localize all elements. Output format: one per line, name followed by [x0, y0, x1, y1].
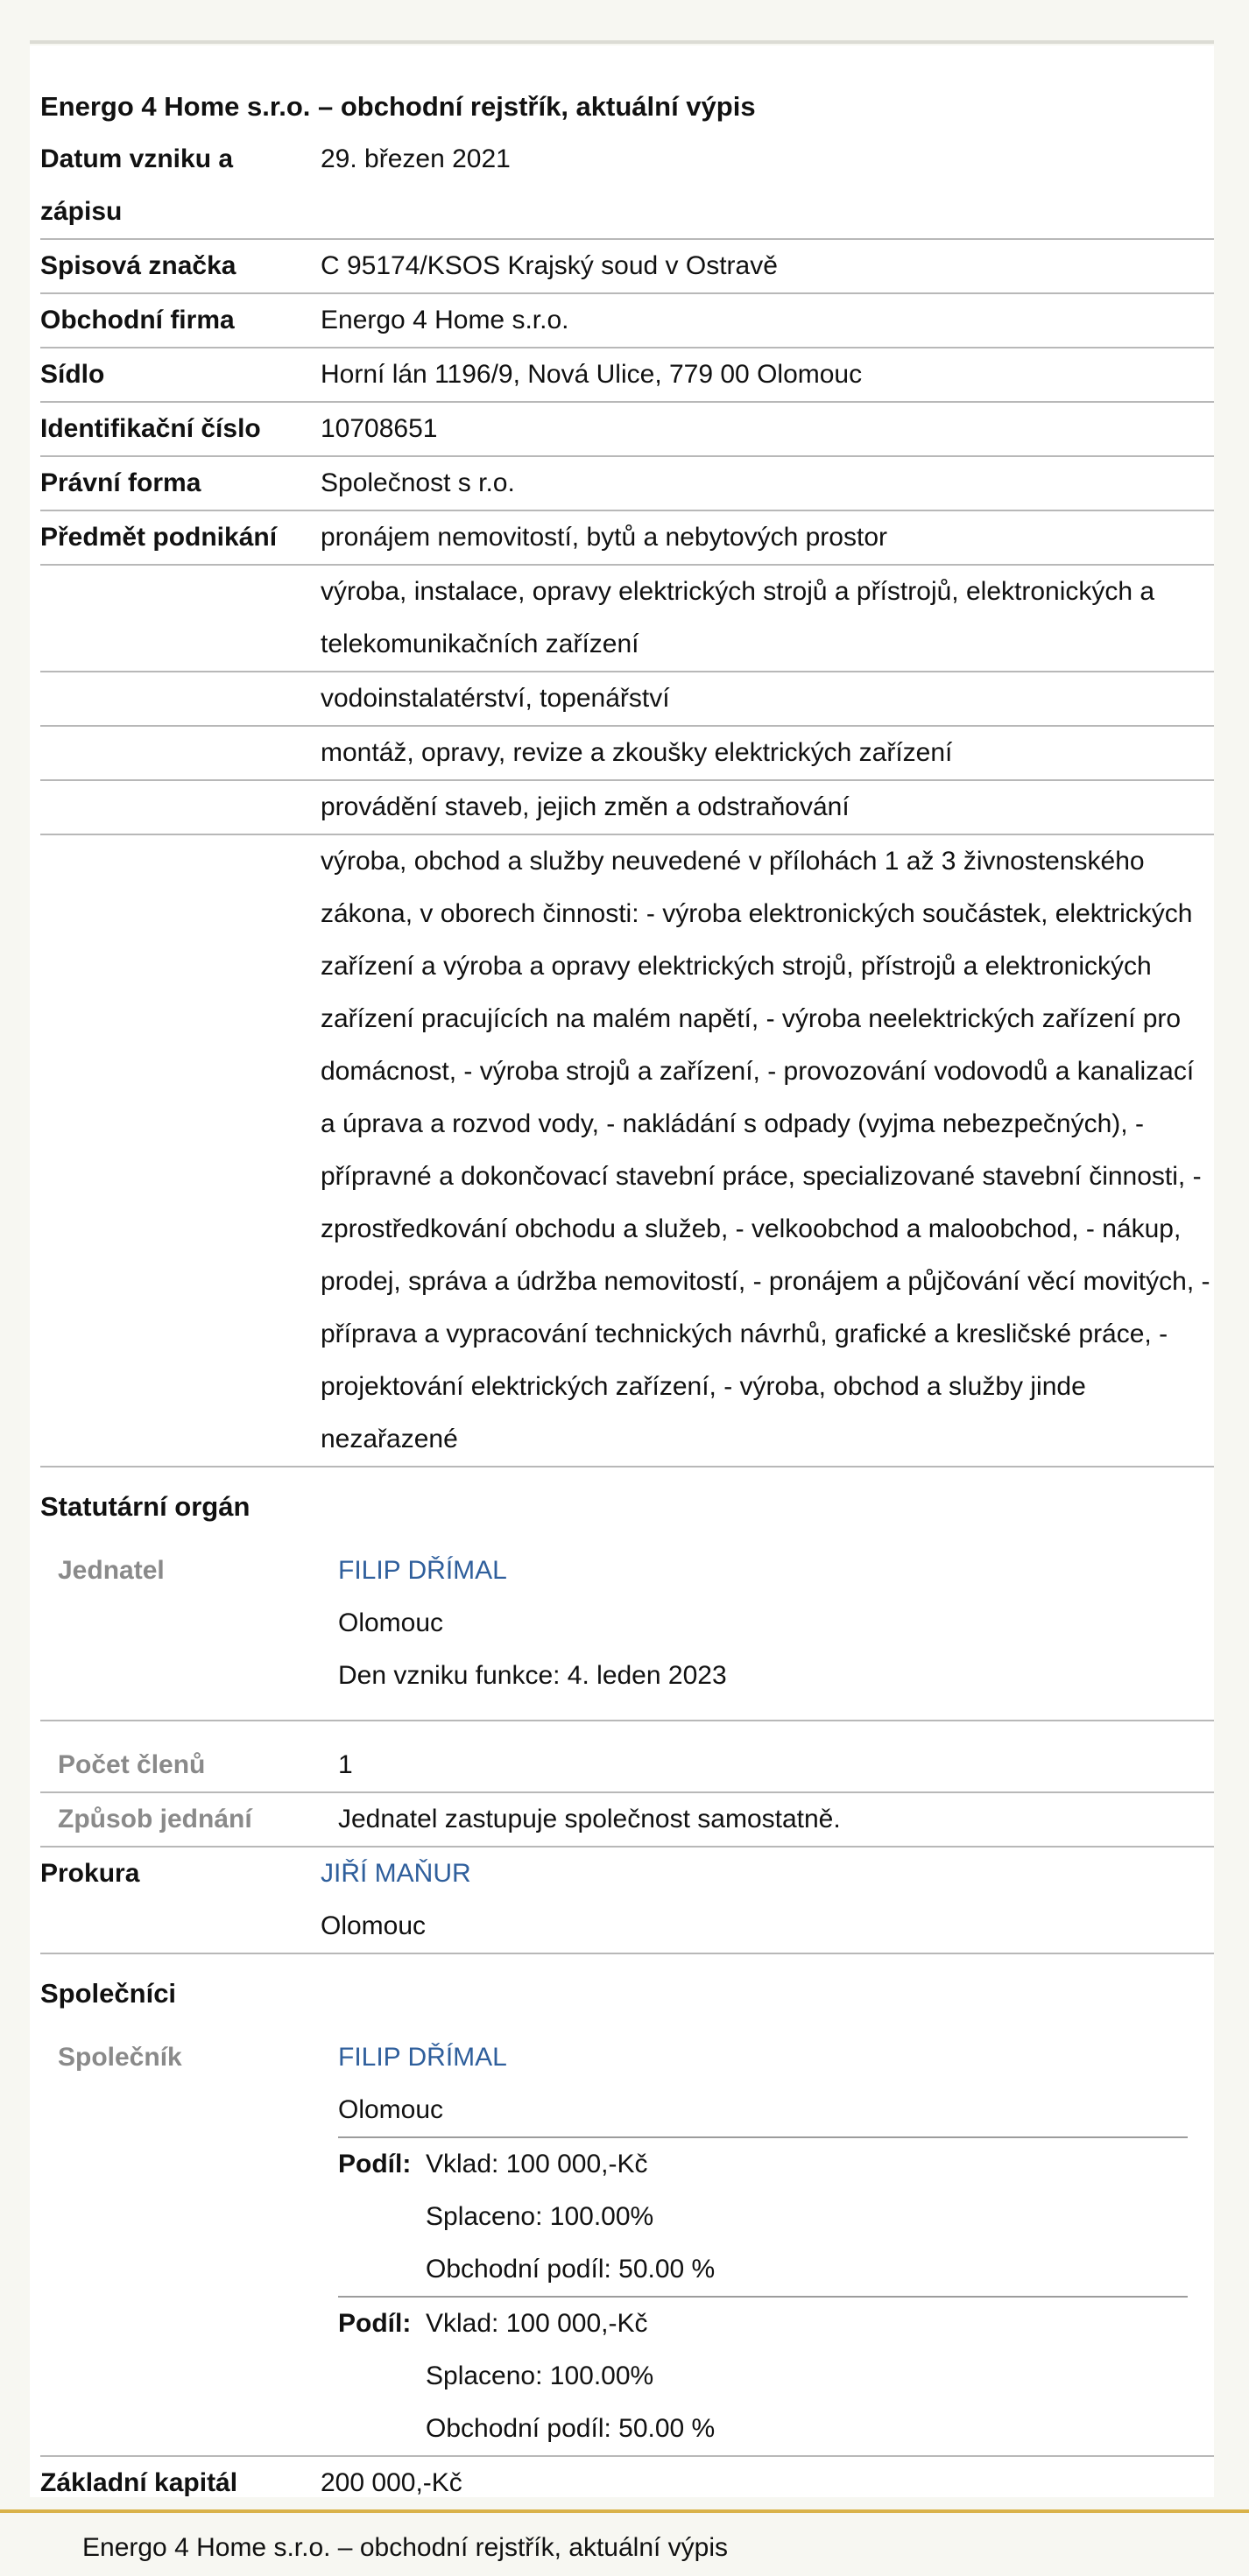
- value-pocet-clenu: 1: [338, 1750, 353, 1779]
- value-datum-vzniku: 29. březen 2021: [321, 144, 511, 173]
- share-splaceno: Splaceno: 100.00%: [426, 2202, 654, 2231]
- jednatel-city: Olomouc: [338, 1608, 444, 1637]
- label-pocet-clenu: Počet členů: [58, 1750, 206, 1779]
- row-prokura: [40, 1848, 1214, 1954]
- predmet-row: [40, 566, 1214, 672]
- row-jednatel: [40, 1545, 1214, 1721]
- label-zakladni-kapital: Základní kapitál: [40, 2468, 238, 2497]
- value-zakladni-kapital: 200 000,-Kč: [321, 2468, 462, 2497]
- label-ico: Identifikační číslo: [40, 414, 261, 443]
- footer-rule: [0, 2509, 1249, 2513]
- predmet-row: [40, 672, 1214, 727]
- label-sidlo: Sídlo: [40, 360, 105, 389]
- predmet-item: vodoinstalatérství, topenářství: [321, 684, 670, 713]
- share-vklad: Vklad: 100 000,-Kč: [426, 2150, 648, 2178]
- value-zpusob-jednani: Jednatel zastupuje společnost samostatně.: [338, 1805, 841, 1833]
- row-zpusob-jednani: [40, 1793, 1214, 1848]
- predmet-row: [40, 727, 1214, 781]
- predmet-item: pronájem nemovitostí, bytů a nebytových prostor: [321, 523, 887, 552]
- jednatel-details: [338, 1545, 1214, 1720]
- row-spisova-znacka: [40, 240, 1214, 294]
- share-splaceno: Splaceno: 100.00%: [426, 2361, 654, 2390]
- share-vklad: Vklad: 100 000,-Kč: [426, 2309, 648, 2338]
- prokura-city: Olomouc: [321, 1911, 427, 1940]
- page-title: Energo 4 Home s.r.o. – obchodní rejstřík, aktuální výpis: [40, 91, 756, 122]
- statutarni-organ-heading: Statutární orgán: [40, 1491, 251, 1522]
- predmet-row: [40, 781, 1214, 835]
- predmet-item: montáž, opravy, revize a zkoušky elektrických zařízení: [321, 738, 953, 767]
- label-jednatel: Jednatel: [58, 1556, 165, 1585]
- predmet-item: výroba, instalace, opravy elektrických strojů a přístrojů, elektronických a telekomunikačních zařízení: [321, 577, 1155, 658]
- footer-text: Energo 4 Home s.r.o. – obchodní rejstřík, aktuální výpis: [82, 2533, 729, 2562]
- spolecnici-heading: Společníci: [40, 1978, 177, 2009]
- value-obchodni-firma: Energo 4 Home s.r.o.: [321, 306, 569, 334]
- value-spisova-znacka: C 95174/KSOS Krajský soud v Ostravě: [321, 251, 778, 280]
- spacer: [338, 1702, 1214, 1720]
- label-pravni-forma: Právní forma: [40, 468, 201, 497]
- predmet-row: [40, 835, 1214, 1467]
- share-block: [338, 2136, 1188, 2296]
- extract-content: [40, 81, 1214, 2511]
- label-obchodni-firma: Obchodní firma: [40, 306, 235, 334]
- label-prokura: Prokura: [40, 1859, 140, 1888]
- label-predmet-podnikani: Předmět podnikání: [40, 523, 278, 552]
- row-zakladni-kapital: [40, 2455, 1214, 2511]
- share-values: [426, 2138, 1188, 2296]
- row-spolecnik: [40, 2031, 1214, 2455]
- row-obchodni-firma: [40, 294, 1214, 348]
- extract-card: [30, 46, 1214, 2497]
- label-spisova-znacka: Spisová značka: [40, 251, 236, 280]
- spolecnik-details: [338, 2031, 1214, 2455]
- label-spolecnik: Společník: [58, 2043, 182, 2072]
- share-podil: Obchodní podíl: 50.00 %: [426, 2414, 716, 2443]
- jednatel-name-link[interactable]: FILIP DŘÍMAL: [338, 1556, 507, 1585]
- label-datum-line1: Datum vzniku a: [40, 144, 234, 173]
- row-pravni-forma: [40, 457, 1214, 511]
- share-label: Podíl:: [338, 2309, 412, 2338]
- label-datum-line2: zápisu: [40, 197, 123, 226]
- value-pravni-forma: Společnost s r.o.: [321, 468, 515, 497]
- label-zpusob-jednani: Způsob jednání: [58, 1805, 252, 1833]
- spolecnik-name-link[interactable]: FILIP DŘÍMAL: [338, 2043, 507, 2072]
- share-values: [426, 2298, 1188, 2455]
- row-pocet-clenu: [40, 1721, 1214, 1793]
- label-datum-vzniku: [40, 133, 321, 238]
- top-divider: [30, 40, 1214, 44]
- share-podil: Obchodní podíl: 50.00 %: [426, 2255, 716, 2284]
- row-datum-vzniku: [40, 133, 1214, 240]
- share-block: [338, 2296, 1188, 2455]
- row-predmet-podnikani: [40, 511, 1214, 566]
- prokura-details: [321, 1848, 1214, 1953]
- value-ico: 10708651: [321, 414, 438, 443]
- spolecnik-city: Olomouc: [338, 2095, 444, 2124]
- prokura-name-link[interactable]: JIŘÍ MAŇUR: [321, 1859, 471, 1888]
- row-sidlo: [40, 348, 1214, 403]
- share-label: Podíl:: [338, 2150, 412, 2178]
- predmet-item: provádění staveb, jejich změn a odstraňování: [321, 792, 850, 821]
- row-ico: [40, 403, 1214, 457]
- jednatel-since: Den vzniku funkce: 4. leden 2023: [338, 1661, 727, 1690]
- value-sidlo: Horní lán 1196/9, Nová Ulice, 779 00 Olomouc: [321, 360, 863, 389]
- predmet-item: výroba, obchod a služby neuvedené v přílohách 1 až 3 živnostenského zákona, v oborech činnosti: - výroba elektronických součástek, elektrických zařízení a výroba a opravy elektrických strojů, přístrojů a elektronických zařízení pracujících na malém napětí, - výroba neelektrických zařízení pro domácnost, - výroba strojů a zařízení, - provozování vodovodů a kanalizací a úprava a rozvod vody, - nakládání s odpady (vyjma nebezpečných), - přípravné a dokončovací stavební práce, specializované stavební činnosti, - zprostředkování obchodu a služeb, - velkoobchod a maloobchod, - nákup, prodej, správa a údržba nemovitostí, - pronájem a půjčování věcí movitých, - příprava a vypracování technických návrhů, grafické a kresličské práce, - projektování elektrických zařízení, - výroba, obchod a služby jinde nezařazené: [321, 847, 1210, 1453]
